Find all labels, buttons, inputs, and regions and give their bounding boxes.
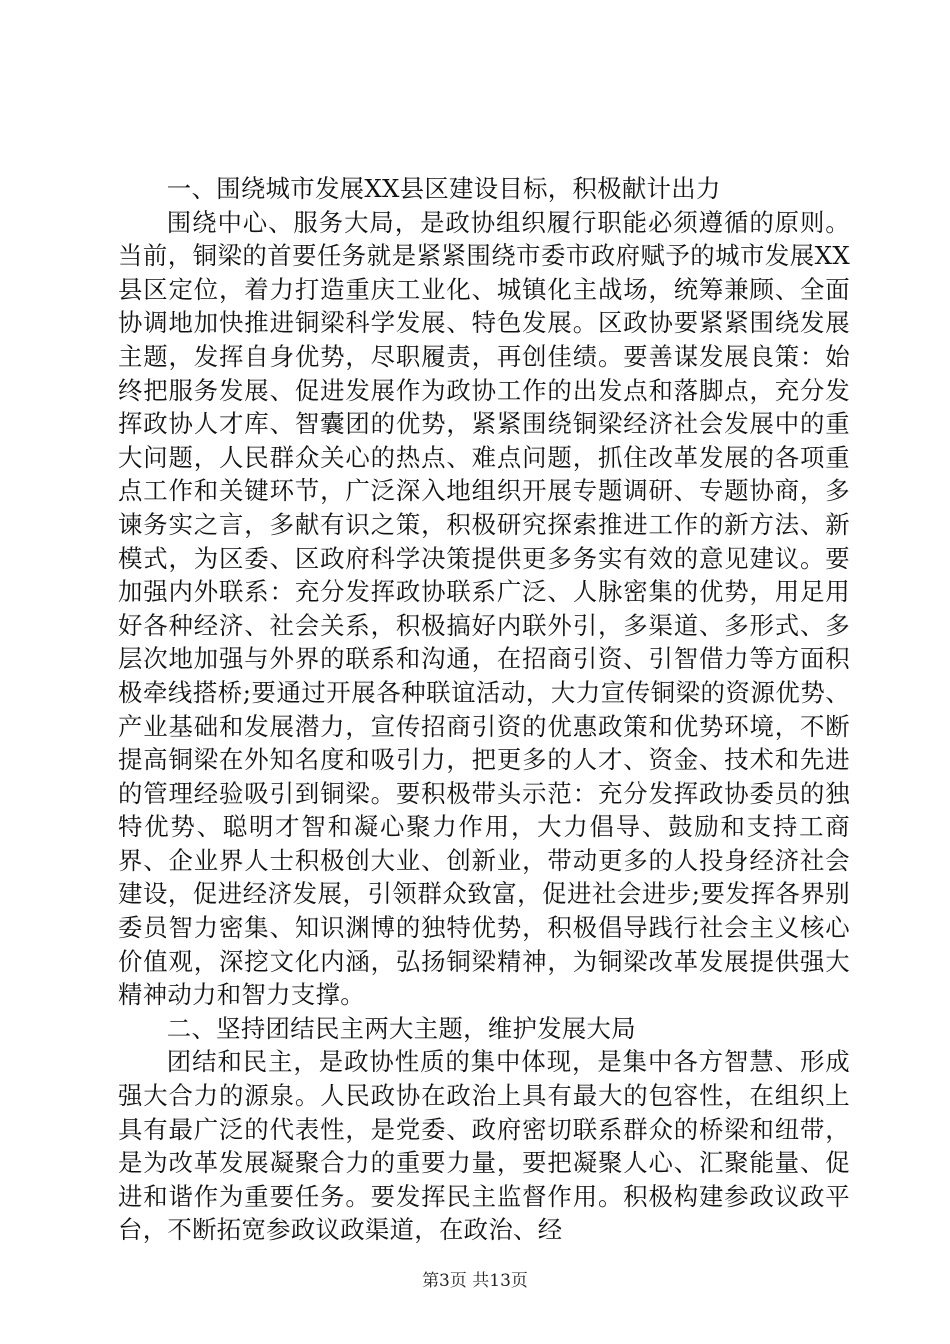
page-number-footer: 第3页 共13页 [422, 1271, 528, 1291]
section-heading-2: 二、坚持团结民主两大主题，维护发展大局 [166, 1013, 636, 1043]
body-paragraph-2: 团结和民主，是政协性质的集中体现，是集中各方智慧、形成强大合力的源泉。人民政协在政治上具有最大的包容性，在组织上具有最广泛的代表性，是党委、政府密切联系群众的桥梁和纽带，是为改革发展凝聚合力的重要力量，要把凝聚人心、汇聚能量、促进和谐作为重要任务。要发挥民主监督作用。积极构建参政议政平台，不断拓宽参政议政渠道，在政治、经 [118, 1047, 850, 1245]
document-body [118, 172, 850, 1247]
section-heading-1: 一、围绕城市发展XX县区建设目标，积极献计出力 [166, 174, 721, 203]
body-paragraph-1: 围绕中心、服务大局，是政协组织履行职能必须遵循的原则。当前，铜梁的首要任务就是紧紧围绕市委市政府赋予的城市发展XX县区定位，着力打造重庆工业化、城镇化主战场，统筹兼顾、全面协调地加快推进铜梁科学发展、特色发展。区政协要紧紧围绕发展主题，发挥自身优势，尽职履责，再创佳绩。要善谋发展良策：始终把服务发展、促进发展作为政协工作的出发点和落脚点，充分发挥政协人才库、智囊团的优势，紧紧围绕铜梁经济社会发展中的重大问题，人民群众关心的热点、难点问题，抓住改革发展的各项重点工作和关键环节，广泛深入地组织开展专题调研、专题协商，多谏务实之言，多献有识之策，积极研究探索推进工作的新方法、新模式，为区委、区政府科学决策提供更多务实有效的意见建议。要加强内外联系：充分发挥政协联系广泛、人脉密集的优势，用足用好各种经济、社会关系，积极搞好内联外引，多渠道、多形式、多层次地加强与外界的联系和沟通，在招商引资、引智借力等方面积极牵线搭桥;要通过开展各种联谊活动，大力宣传铜梁的资源优势、产业基础和发展潜力，宣传招商引资的优惠政策和优势环境，不断提高铜梁在外知名度和吸引力，把更多的人才、资金、技术和先进的管理经验吸引到铜梁。要积极带头示范：充分发挥政协委员的独特优势、聪明才智和凝心聚力作用，大力倡导、鼓励和支持工商界、企业界人士积极创大业、创新业，带动更多的人投身经济社会建设，促进经济发展，引领群众致富，促进社会进步;要发挥各界别委员智力密集、知识渊博的独特优势，积极倡导践行社会主义核心价值观，深挖文化内涵，弘扬铜梁精神，为铜梁改革发展提供强大精神动力和智力支撑。 [118, 207, 850, 1010]
